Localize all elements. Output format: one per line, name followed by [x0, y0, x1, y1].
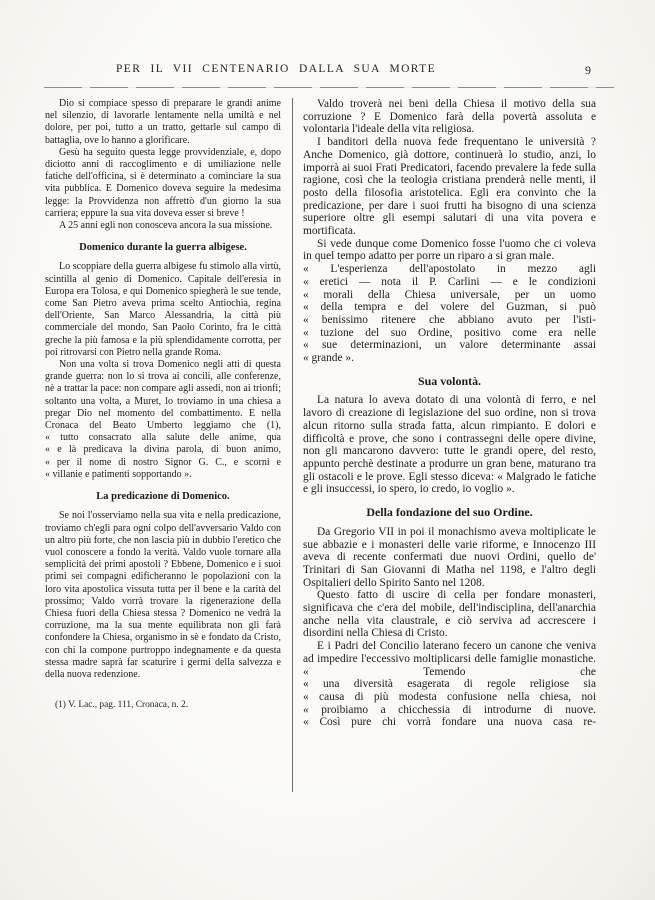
paragraph: Si vede dunque come Domenico fosse l'uomo che ci voleva in quel tempo adatto per porre un riparo a si gran male. — [303, 237, 596, 263]
quote-line: « sue determinazioni, un valore determinante assai — [303, 339, 596, 352]
paragraph: Da Gregorio VII in poi il monachismo aveva moltiplicate le sue abbazie e i monasteri delle varie riforme, e Innocenzo III aveva di recente confermati due nuovi Ordini, quello de' Trinitari di San Giovanni di Matha nel 1198, e l'altro degli Ospitalieri dello Spirito Santo nel 1208. — [303, 525, 596, 589]
header-rule — [44, 87, 614, 88]
page-title: PER IL VII CENTENARIO DALLA SUA MORTE — [115, 63, 437, 75]
quote-line: « proibiamo a chicchessia di introdurne di nuove. — [303, 703, 596, 716]
text-columns — [45, 98, 596, 729]
paragraph: La natura lo aveva dotato di una volontà di ferro, e nel lavoro di creazione di legislazione del suo ordine, non si trova alcun ritorno sulla strada fatta, alcun rimpianto. E dolori e difficoltà e prove, che sono i contrassegni delle opere divine, non gli mancarono davvero: tutte le grandi opere, del resto, appunto perchè destinate a produrre un gran bene, maturano tra gli ostacoli e le prove. Egli stesso diceva: « Malgrado le fatiche e gli insuccessi, io spero, io credo, io voglio ». — [303, 394, 596, 496]
paragraph: Lo scoppiare della guerra albigese fu stimolo alla virtù, scintilla al genio di Domenico. Capitale dell'eresia in Europa era Tolosa, e qui Domenico spiegherà le sue tende, come San Pietro aveva prima scelto Antiochia, regina dell'Oriente, San Marco Alessandria, la città più commerciale del mondo, San Paolo Corinto, fra le città greche la più famosa e la più splendidamente corrotta, per poi ritrovarsi con Pietro nella grande Roma. — [45, 261, 281, 358]
paragraph: E i Padri del Concilio laterano fecero un canone che veniva ad impedire l'eccessivo moltiplicarsi delle famiglie monastiche. « Temendo che — [303, 640, 596, 678]
section-heading: Della fondazione del suo Ordine. — [366, 505, 533, 520]
column-left-content — [45, 98, 281, 681]
quote-line: « causa di più modesta confusione nella chiesa, noi — [303, 690, 596, 703]
column-divider-rule — [281, 98, 303, 729]
quote-line: « L'esperienza dell'apostolato in mezzo agli — [303, 263, 596, 276]
paragraph: Dio si compiace spesso di preparare le grandi anime nel silenzio, di lavorarle lentamente nella umiltà e nel dolore, per poi, tutto a un tratto, gettarle sul campo di battaglia, ove lo hanno a glorificare. — [45, 98, 281, 146]
paragraph: Gesù ha seguito questa legge provvidenziale, e, dopo diciotto anni di raccoglimento e di umiliazione nelle fatiche dell'officina, si è determinato a cominciare la sua vita pubblica. E Domenico doveva seguire la medesima legge: la Provvidenza non affrettò d'un giorno la sua carriera; eppure la sua vita doveva esser si breve ! — [45, 146, 281, 219]
section-heading: La predicazione di Domenico. — [96, 491, 230, 503]
quote-line: « tuzione del suo Ordine, positivo come era nelle — [303, 326, 596, 339]
section-heading: Domenico durante la guerra albigese. — [79, 242, 247, 254]
section-heading: Sua volontà. — [417, 373, 482, 388]
paragraph: Se noi l'osserviamo nella sua vita e nella predicazione, troviamo ch'egli para ogni colpo dell'avversario Valdo con un altro più forte, che non lascia più in dubbio l'eretico che vuol conoscere a fondo la verità. Valdo vuole tornare alla semplicità dei primi apostoli ? Ebbene, Domenico e i suoi primi sei compagni edificheranno le popolazioni con la loro vita apostolica vissuta tutta per il bene e la carità del prossimo; Valdo vorrà trovare la rigenerazione della Chiesa fuori della Chiesa stessa ? Domenico ne vedrà la corruzione, ma la sua mente equilibrata non gli farà confondere la Chiesa, organismo in sè e fondato da Cristo, con chi la compone purtroppo indegnamente e da questa stessa madre saprà far scaturire i germi della salvezza e della nuova redenzione. — [45, 510, 281, 680]
column-right — [303, 98, 596, 729]
paragraph: Non una volta si trova Domenico negli atti di questa grande guerra: non lo si trova ai concili, alle conferenze, nè a trattar la pace: non compare agli assedi, non ai trionfi; soltanto una volta, a Muret, lo troviamo in una chiesa a pregar Dio nel momento del combattimento. E nella Cronaca del Beato Umberto leggiamo che (1), — [45, 359, 281, 432]
quote-line: « della tempra e del volere del Guzman, si può — [303, 301, 596, 314]
quote-line: « tutto consacrato alla salute delle anime, qua — [45, 432, 281, 444]
column-right-content — [303, 98, 596, 729]
column-left — [45, 98, 281, 711]
paragraph: I banditori della nuova fede frequentano le università ? Anche Domenico, già dottore, continuerà lo studio, anzi, lo imporrà ai suoi Frati Predicatori, facendo prevalere la fede sulla ragione, così che la teologia cristiana prenderà nelle menti, il posto della filosofia aristotelica. Egli era convinto che la predicazione, per dare i suoi frutti ha bisogno di una scienza superiore oltre gli esempi salutari di una vita povera e mortificata. — [303, 136, 596, 238]
quote-line: « grande ». — [303, 352, 354, 365]
paragraph: A 25 anni egli non conosceva ancora la sua missione. — [59, 220, 273, 232]
quote-line: « e là predicava la divina parola, di buon animo, — [45, 444, 281, 456]
quote-line: « villanie e patimenti sopportando ». — [45, 468, 192, 480]
quote-line: « per il nome di nostro Signor G. C., e scorni e — [45, 456, 281, 468]
quote-line: « Così pure chi vorrà fondare una nuova casa re- — [303, 716, 596, 729]
quote-line: « una diversità esagerata di regole religiose sia — [303, 678, 596, 691]
quote-line: « benissimo ritenere che abbiano avuto per l'isti- — [303, 313, 596, 326]
footnote: (1) V. Lac., pag. 111, Cronaca, n. 2. — [55, 700, 189, 711]
quote-line: « morali della Chiesa universale, per un uomo — [303, 288, 596, 301]
paragraph: Questo fatto di uscire di cella per fondare monasteri, significava che c'era del mobile, dell'indisciplina, dell'anarchia anche nella vita claustrale, e ciò serviva ad accrescere i disordini nella Chiesa di Cristo. — [303, 589, 596, 640]
running-header — [45, 63, 615, 79]
paragraph: Valdo troverà nei beni della Chiesa il motivo della sua corruzione ? E Domenico farà della povertà assoluta e volontaria l'ideale della vita religiosa. — [303, 98, 596, 136]
page-number: 9 — [585, 63, 591, 77]
quote-line: « eretici — nota il P. Carlini — e le condizioni — [303, 275, 596, 288]
